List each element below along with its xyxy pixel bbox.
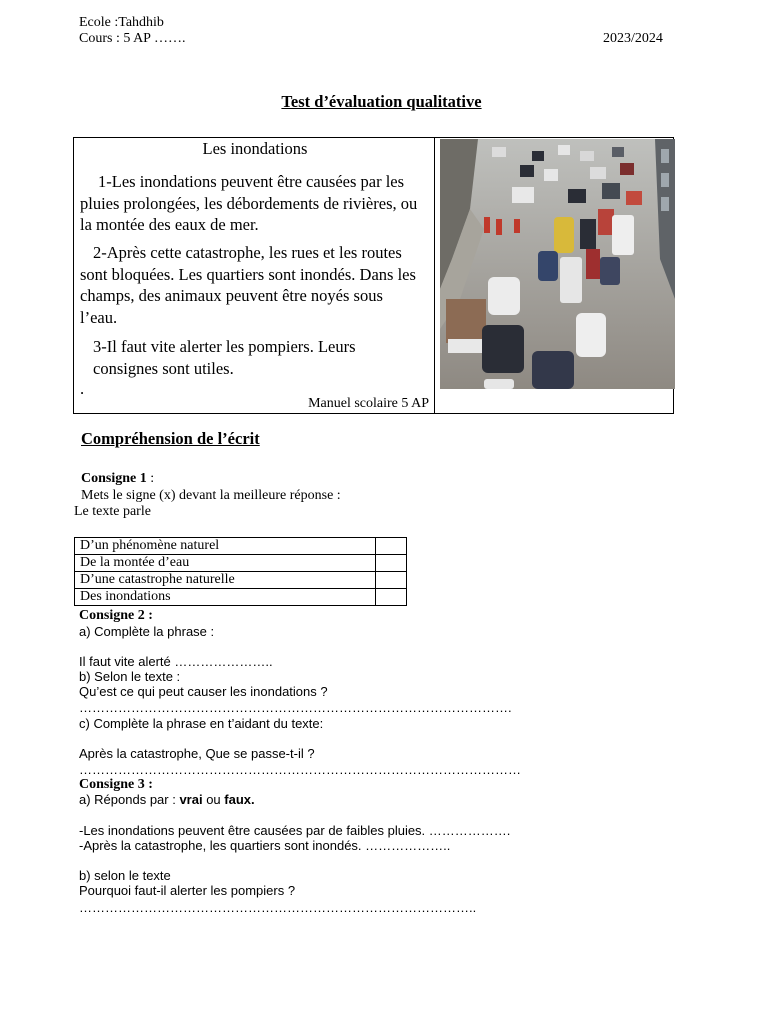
- choice-checkbox[interactable]: [376, 555, 407, 572]
- consigne-3a-prefix: a) Réponds par :: [79, 792, 180, 807]
- flooded-street-photo-icon: [440, 139, 675, 389]
- passage-paragraph-2: 2-Après cette catastrophe, les rues et les routes sont bloquées. Les quartiers sont inondés. Dans les champs, des animaux peuvent être noyés sous l’eau.: [80, 243, 416, 327]
- passage-text: [80, 138, 430, 413]
- consigne-1-instruction: Mets le signe (x) devant la meilleure réponse :: [81, 488, 341, 503]
- passage-title: Les inondations: [202, 139, 308, 158]
- choice-label: Des inondations: [75, 589, 376, 606]
- section-title: Compréhension de l’écrit: [81, 429, 260, 448]
- consigne-2b: b) Selon le texte :: [79, 669, 181, 684]
- consigne-1-lead: Le texte parle: [74, 504, 151, 519]
- choice-label: D’une catastrophe naturelle: [75, 572, 376, 589]
- consigne-1-label: Consigne 1: [81, 471, 147, 486]
- choice-checkbox[interactable]: [376, 538, 407, 555]
- choice-row: [75, 538, 407, 555]
- choice-table: [74, 537, 407, 606]
- flooded-street-photo: [440, 139, 675, 389]
- passage-source: Manuel scolaire 5 AP: [308, 396, 429, 411]
- choice-checkbox[interactable]: [376, 572, 407, 589]
- choice-checkbox[interactable]: [376, 589, 407, 606]
- school-name: Ecole :Tahdhib: [79, 15, 164, 30]
- consigne-1-colon: :: [146, 471, 155, 486]
- consigne-2a-sentence: Il faut vite alerté …………………..: [79, 654, 273, 669]
- faux-word: faux.: [224, 792, 255, 807]
- course-name: Cours : 5 AP …….: [79, 31, 186, 46]
- consigne-3b-question: Pourquoi faut-il alerter les pompiers ?: [79, 883, 296, 898]
- consigne-2-label: Consigne 2 :: [79, 608, 153, 623]
- passage-dot: .: [80, 379, 85, 398]
- choice-label: De la montée d’eau: [75, 555, 376, 572]
- consigne-3-label: Consigne 3 :: [79, 777, 153, 792]
- consigne-2c-question: Après la catastrophe, Que se passe-t-il ?: [79, 746, 315, 761]
- consigne-3a: [79, 792, 255, 808]
- choice-row: [75, 572, 407, 589]
- answer-line[interactable]: …………………………………………………………………………………………: [79, 762, 521, 777]
- consigne-2a: a) Complète la phrase :: [79, 624, 215, 639]
- passage-box: [73, 137, 674, 414]
- ou-word: ou: [202, 792, 225, 807]
- page-title: Test d’évaluation qualitative: [281, 92, 482, 111]
- passage-paragraph-1: 1-Les inondations peuvent être causées par les pluies prolongées, les débordements de rivières, ou la montée des eaux de mer.: [80, 172, 418, 234]
- passage-divider: [434, 138, 435, 413]
- consigne-2c: c) Complète la phrase en t’aidant du texte:: [79, 716, 324, 731]
- true-false-statement[interactable]: -Les inondations peuvent être causées par de faibles pluies. ……………….: [79, 823, 511, 838]
- vrai-word: vrai: [179, 792, 203, 807]
- choice-row: [75, 589, 407, 606]
- choice-row: [75, 555, 407, 572]
- consigne-3b: b) selon le texte: [79, 868, 171, 883]
- school-year: 2023/2024: [603, 31, 663, 46]
- consigne-1-heading: [81, 470, 154, 487]
- answer-line[interactable]: ………………………………………………………………………………..: [79, 900, 477, 915]
- passage-paragraph-3: 3-Il faut vite alerter les pompiers. Leurs consignes sont utiles.: [93, 337, 356, 378]
- true-false-statement[interactable]: -Après la catastrophe, les quartiers sont inondés. ………………..: [79, 838, 451, 853]
- answer-line[interactable]: ……………………………………………………………………………………….: [79, 700, 512, 715]
- consigne-2b-question: Qu’est ce qui peut causer les inondations ?: [79, 684, 328, 699]
- choice-label: D’un phénomène naturel: [75, 538, 376, 555]
